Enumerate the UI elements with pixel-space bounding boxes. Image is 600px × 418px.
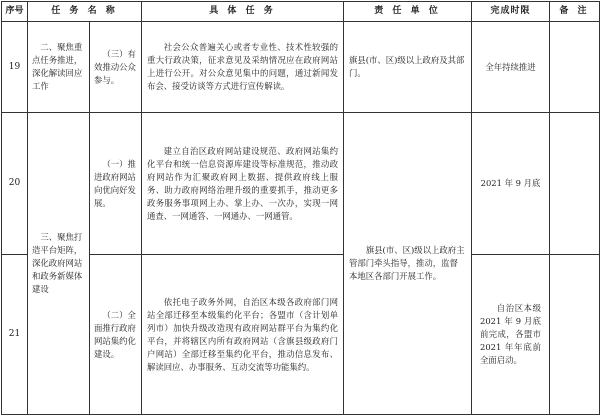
header-deadline: 完成时限 (472, 2, 550, 22)
row-responsible: 旗县(市、区)级以上政府主管部门牵头指导，推动，监督本地区各部门开展工作。 (344, 113, 472, 415)
row-subtask: （一）推进政府网站向优向好发展。 (90, 113, 142, 255)
task-table (1, 1, 600, 415)
row-detail: 依托电子政务外网，自治区本级各政府部门网站全部迁移至本级集约化平台；各盟市（含计划单列市）加快升级改造现有政府网站群平台为集约化平台，并将辖区内所有政府网站（含旗县级政府门户网站）全部迁移至集约化平台，推动信息发布、解读回应、办事服务、互动交流等功能集约。 (142, 255, 344, 415)
row-seq: 21 (2, 255, 28, 415)
row-deadline: 2021 年 9 月底 (472, 113, 550, 255)
header-remarks: 备 注 (550, 2, 600, 22)
row-detail: 社会公众普遍关心或者专业性、技术性较强的重大行政决策，征求意见及采纳情况应在政府网站上进行公开。对公众意见集中的问题，通过新闻发布会、接受访谈等方式进行宣传解读。 (142, 22, 344, 113)
row-seq: 20 (2, 113, 28, 255)
row-remarks (550, 113, 600, 255)
header-responsible: 责 任 单 位 (344, 2, 472, 22)
row-subtask: （二）全面推行政府网站集约化建设。 (90, 255, 142, 415)
row-deadline: 全年持续推进 (472, 22, 550, 113)
row-detail: 建立自治区政府网站建设规范、政府网站集约化平台和统一信息资源库建设等标准规范，推动政府网站作为汇聚政府网上数据、提供政府线上服务、助力政府网络治理升级的重要抓手，推动更多政务服务事项网上办、掌上办、一次办，实现一网通查、一网通答、一网通办、一网通管。 (142, 113, 344, 255)
table-row (2, 113, 600, 255)
row-deadline: 自治区本级 2021 年 9 月底前完成，各盟市 2021 年年底前全面启动。 (472, 255, 550, 415)
header-task-name: 任 务 名 称 (28, 2, 142, 22)
header-task-detail: 具 体 任 务 (142, 2, 344, 22)
row-subtask: （三）有效推动公众参与。 (90, 22, 142, 113)
row-remarks (550, 255, 600, 415)
header-seq: 序号 (2, 2, 28, 22)
table-row (2, 255, 600, 415)
table-header-row (2, 2, 600, 22)
row-category: 二、聚焦重点任务推进，深化解读回应工作 (28, 22, 90, 113)
row-seq: 19 (2, 22, 28, 113)
row-category: 三、聚焦打造平台矩阵，深化政府网站和政务新媒体建设 (28, 113, 90, 415)
table-row (2, 22, 600, 113)
row-remarks (550, 22, 600, 113)
row-responsible: 旗县(市、区)级以上政府及其部门。 (344, 22, 472, 113)
